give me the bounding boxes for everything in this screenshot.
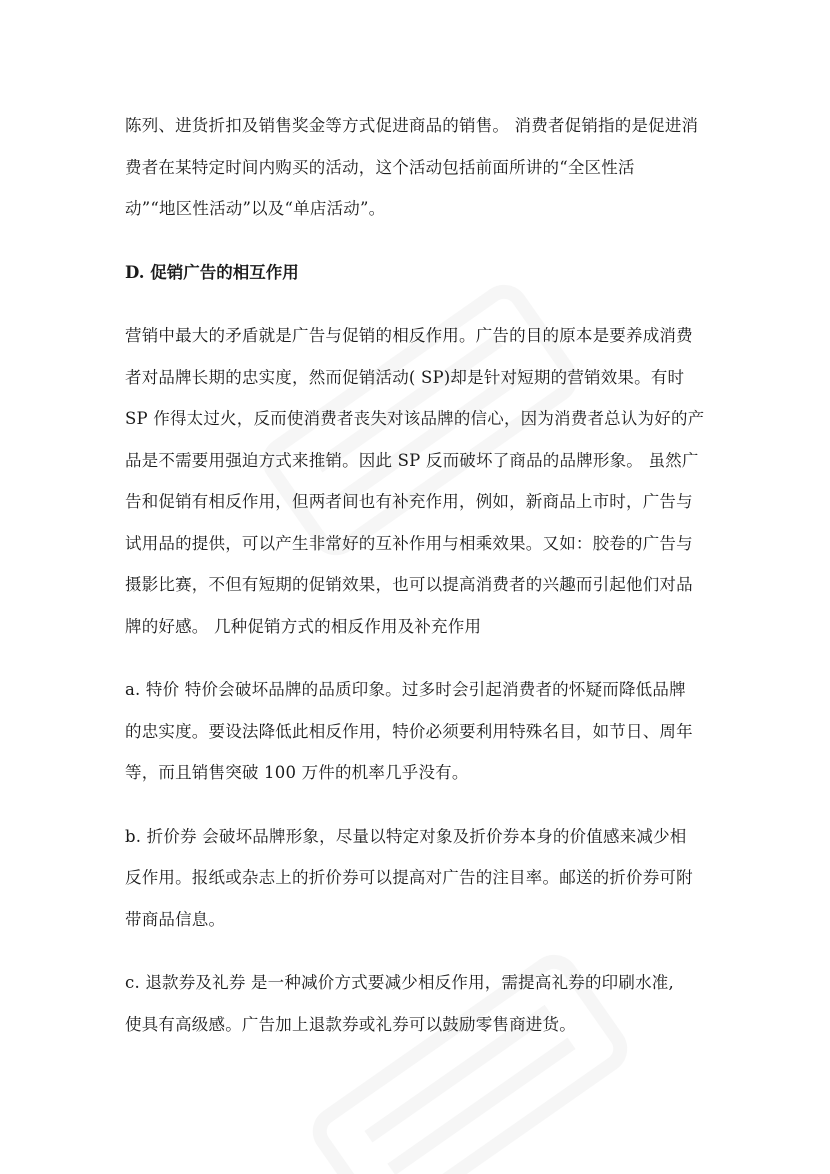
text-line: 陈列、进货折扣及销售奖金等方式促进商品的销售。 消费者促销指的是促进消 (125, 116, 699, 135)
text-line: a. 特价 特价会破坏品牌的品质印象。过多时会引起消费者的怀疑而降低品牌 (125, 680, 686, 699)
text-line: 费者在某特定时间内购买的活动，这个活动包括前面所讲的“全区性活 (125, 157, 635, 177)
document-body (125, 105, 715, 1045)
text-line: 反作用。报纸或杂志上的折价券可以提高对广告的注目率。邮送的折价券可附 (125, 868, 693, 887)
section-heading: D. 促销广告的相互作用 (125, 262, 299, 282)
text-line: 试用品的提供，可以产生非常好的互补作用与相乘效果。又如：胶卷的广告与 (125, 533, 693, 553)
paragraph-ad-promotion-conflict (125, 315, 715, 647)
text-line: 牌的好感。 几种促销方式的相反作用及补充作用 (125, 616, 482, 636)
text-line: c. 退款券及礼券 是一种减价方式要减少相反作用，需提高礼券的印刷水准, (125, 973, 674, 992)
paragraph-consumer-promotion (125, 105, 715, 230)
text-line: 营销中最大的矛盾就是广告与促销的相反作用。广告的目的原本是要养成消费 (125, 326, 693, 345)
text-line: SP 作得太过火，反而使消费者丧失对该品牌的信心，因为消费者总认为好的产 (125, 409, 705, 428)
paragraph-special-price (125, 669, 715, 794)
text-line: 动”“地区性活动”以及“单店活动”。 (125, 199, 386, 218)
text-line: 者对品牌长期的忠实度，然而促销活动( SP)却是针对短期的营销效果。有时 (125, 367, 685, 387)
text-line: 品是不需要用强迫方式来推销。因此 SP 反而破坏了商品的品牌形象。 虽然广 (125, 450, 699, 470)
text-line: 带商品信息。 (125, 909, 226, 929)
paragraph-refund-gift-voucher (125, 962, 715, 1045)
text-line: 的忠实度。要设法降低此相反作用，特价必须要利用特殊名目，如节日、周年 (125, 721, 693, 741)
text-line: 等，而且销售突破 100 万件的机率几乎没有。 (125, 763, 469, 782)
text-line: 使具有高级感。广告加上退款券或礼券可以鼓励零售商进货。 (125, 1014, 576, 1034)
text-line: b. 折价券 会破坏品牌形象，尽量以特定对象及折价券本身的价值感来减少相 (125, 826, 687, 846)
paragraph-coupon (125, 816, 715, 941)
text-line: 告和促销有相反作用，但两者间也有补充作用，例如，新商品上市时，广告与 (125, 492, 693, 511)
text-line: 摄影比赛，不但有短期的促销效果，也可以提高消费者的兴趣而引起他们对品 (125, 575, 693, 594)
